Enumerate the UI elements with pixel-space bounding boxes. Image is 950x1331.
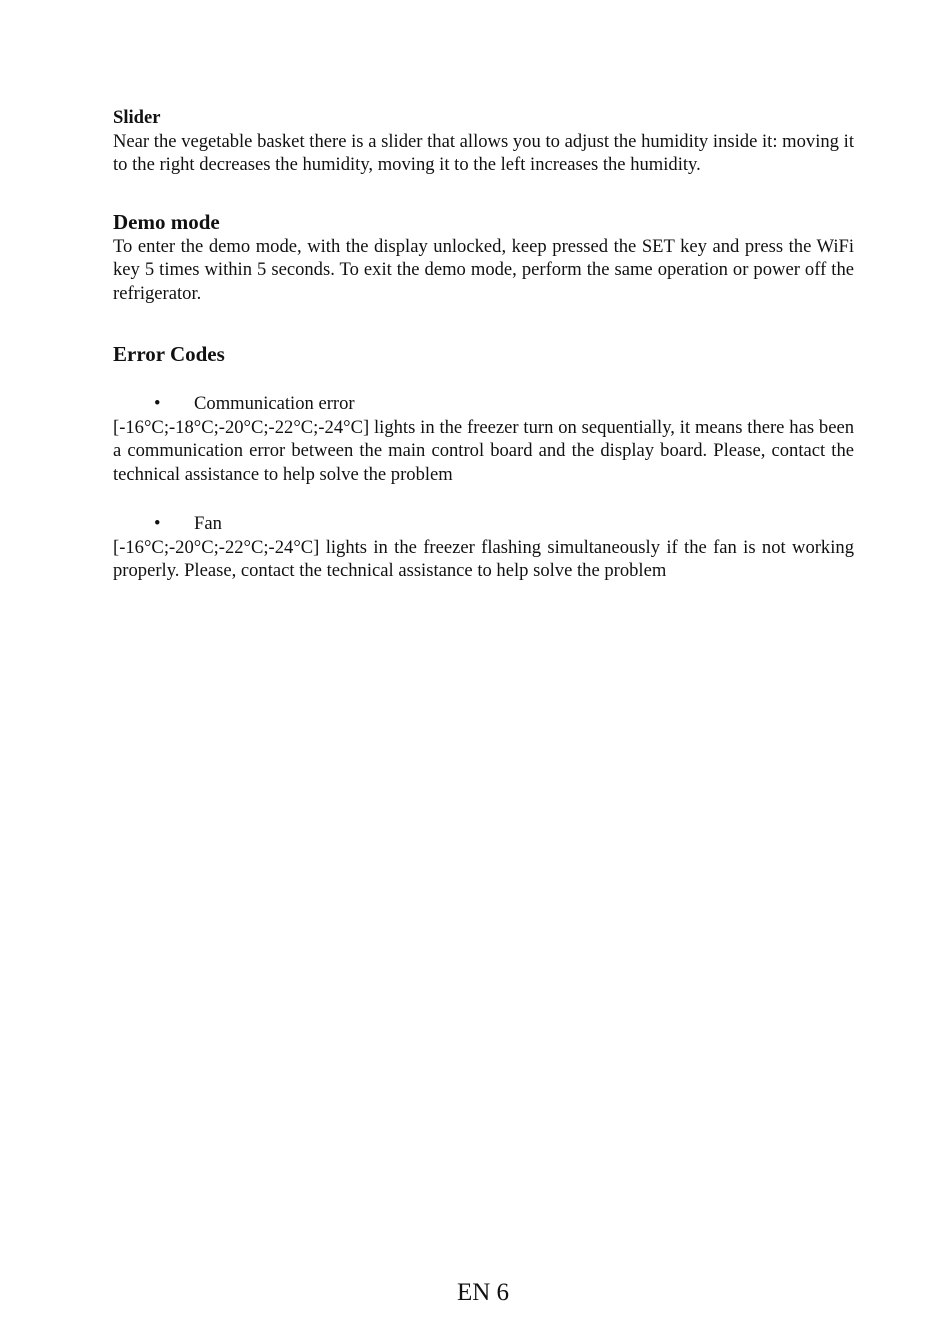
error-codes-section xyxy=(113,341,854,583)
page-number: EN 6 xyxy=(456,1279,510,1306)
demo-mode-section xyxy=(113,209,854,306)
error-item-title: Fan xyxy=(194,513,222,534)
list-item xyxy=(113,392,854,416)
error-item-communication xyxy=(113,392,854,486)
demo-mode-heading: Demo mode xyxy=(113,209,220,234)
bullet-icon: • xyxy=(154,513,161,534)
slider-heading: Slider xyxy=(113,107,161,128)
slider-section xyxy=(113,106,854,177)
error-item-fan xyxy=(113,512,854,583)
list-item xyxy=(113,512,854,536)
slider-body: Near the vegetable basket there is a slider that allows you to adjust the humidity inside it: moving it to the right decreases the humidity, moving it to the left increases the humidity. xyxy=(113,130,854,175)
demo-mode-body: To enter the demo mode, with the display unlocked, keep pressed the SET key and press the WiFi key 5 times within 5 seconds. To exit the demo mode, perform the same operation or power off the refrigerator. xyxy=(113,235,854,304)
error-item-title: Communication error xyxy=(194,393,355,414)
error-item-body: [-16°C;-18°C;-20°C;-22°C;-24°C] lights in the freezer turn on sequentially, it means there has been a communication error between the main control board and the display board. Please, contact the technical assistance to help solve the problem xyxy=(113,416,854,485)
bullet-icon: • xyxy=(154,393,161,414)
error-item-body: [-16°C;-20°C;-22°C;-24°C] lights in the freezer flashing simultaneously if the fan is not working properly. Please, contact the technical assistance to help solve the problem xyxy=(113,536,854,581)
error-codes-heading: Error Codes xyxy=(113,342,225,366)
page-content xyxy=(113,106,854,583)
